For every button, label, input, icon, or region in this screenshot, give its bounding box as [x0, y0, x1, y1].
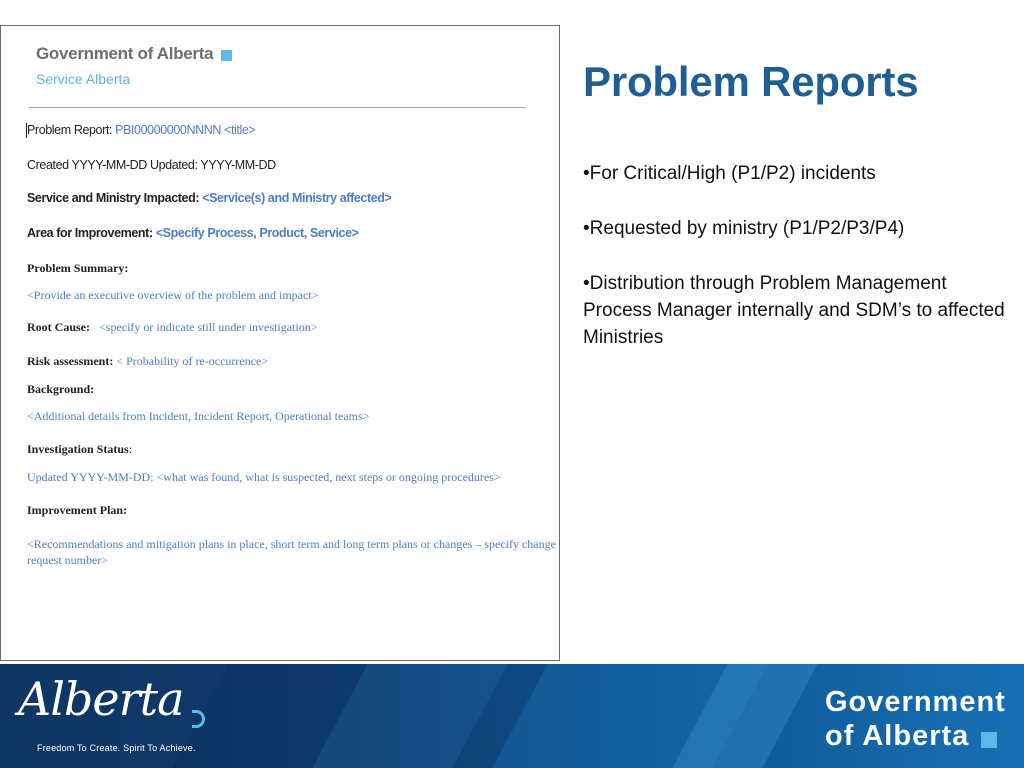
- investigation-colon: :: [128, 442, 133, 456]
- summary-label: Problem Summary:: [27, 261, 129, 275]
- gov-wordmark-line1: Government: [825, 686, 1006, 718]
- bullet-item: •Distribution through Problem Management Process Manager internally and SDM’s to affected Ministries: [583, 273, 1005, 348]
- doc-logo-square: [221, 50, 232, 61]
- improvement-value-line1: <Recommendations and mitigation plans in place, short term and long term plans or changes – specify change: [27, 537, 556, 551]
- doc-org-name: Government of Alberta: [36, 44, 214, 63]
- area-label: Area for Improvement:: [27, 226, 153, 240]
- area-line: [27, 226, 359, 240]
- problem-report-line: [27, 123, 255, 137]
- improvement-label: Improvement Plan:: [27, 503, 128, 517]
- problem-report-value: PBI00000000NNNN <title>: [115, 123, 256, 137]
- slide-title: Problem Reports: [583, 58, 919, 105]
- root-cause-value: <specify or indicate still under investigation>: [99, 320, 318, 334]
- root-cause-line: [27, 320, 317, 335]
- service-value: <Service(s) and Ministry affected>: [202, 191, 392, 205]
- problem-report-template-image: [0, 25, 560, 661]
- improvement-value-line2: request number>: [27, 553, 109, 567]
- bullet-list: [583, 160, 1008, 379]
- risk-label: Risk assessment:: [27, 354, 114, 368]
- service-label: Service and Ministry Impacted:: [27, 191, 200, 205]
- footer-stripe: [312, 664, 507, 768]
- bullet-item: •Requested by ministry (P1/P2/P3/P4): [583, 218, 905, 239]
- investigation-label: Investigation Status: [27, 442, 129, 456]
- gov-wordmark-line2: of Alberta: [825, 720, 970, 752]
- created-updated-line: Created YYYY-MM-DD Updated: YYYY-MM-DD: [27, 158, 276, 172]
- problem-report-label: Problem Report:: [27, 123, 113, 137]
- doc-header-divider: [29, 107, 526, 108]
- service-line: [27, 191, 391, 205]
- risk-value: < Probability of re-occurrence>: [116, 354, 269, 368]
- background-value: <Additional details from Incident, Incident Report, Operational teams>: [27, 409, 370, 423]
- footer-tagline: Freedom To Create. Spirit To Achieve.: [37, 743, 196, 753]
- gov-wordmark-square: [981, 732, 997, 748]
- bullet-item: •For Critical/High (P1/P2) incidents: [583, 163, 876, 184]
- alberta-logo: Alberta: [18, 672, 184, 726]
- background-label: Background:: [27, 382, 95, 396]
- summary-value: <Provide an executive overview of the problem and impact>: [27, 288, 319, 302]
- root-cause-label: Root Cause:: [27, 320, 90, 334]
- risk-line: [27, 354, 268, 369]
- investigation-value: Updated YYYY-MM-DD: <what was found, what is suspected, next steps or ongoing procedures>: [27, 470, 501, 484]
- doc-department: Service Alberta: [36, 71, 131, 87]
- investigation-line: [27, 442, 132, 457]
- area-value: <Specify Process, Product, Service>: [155, 226, 359, 240]
